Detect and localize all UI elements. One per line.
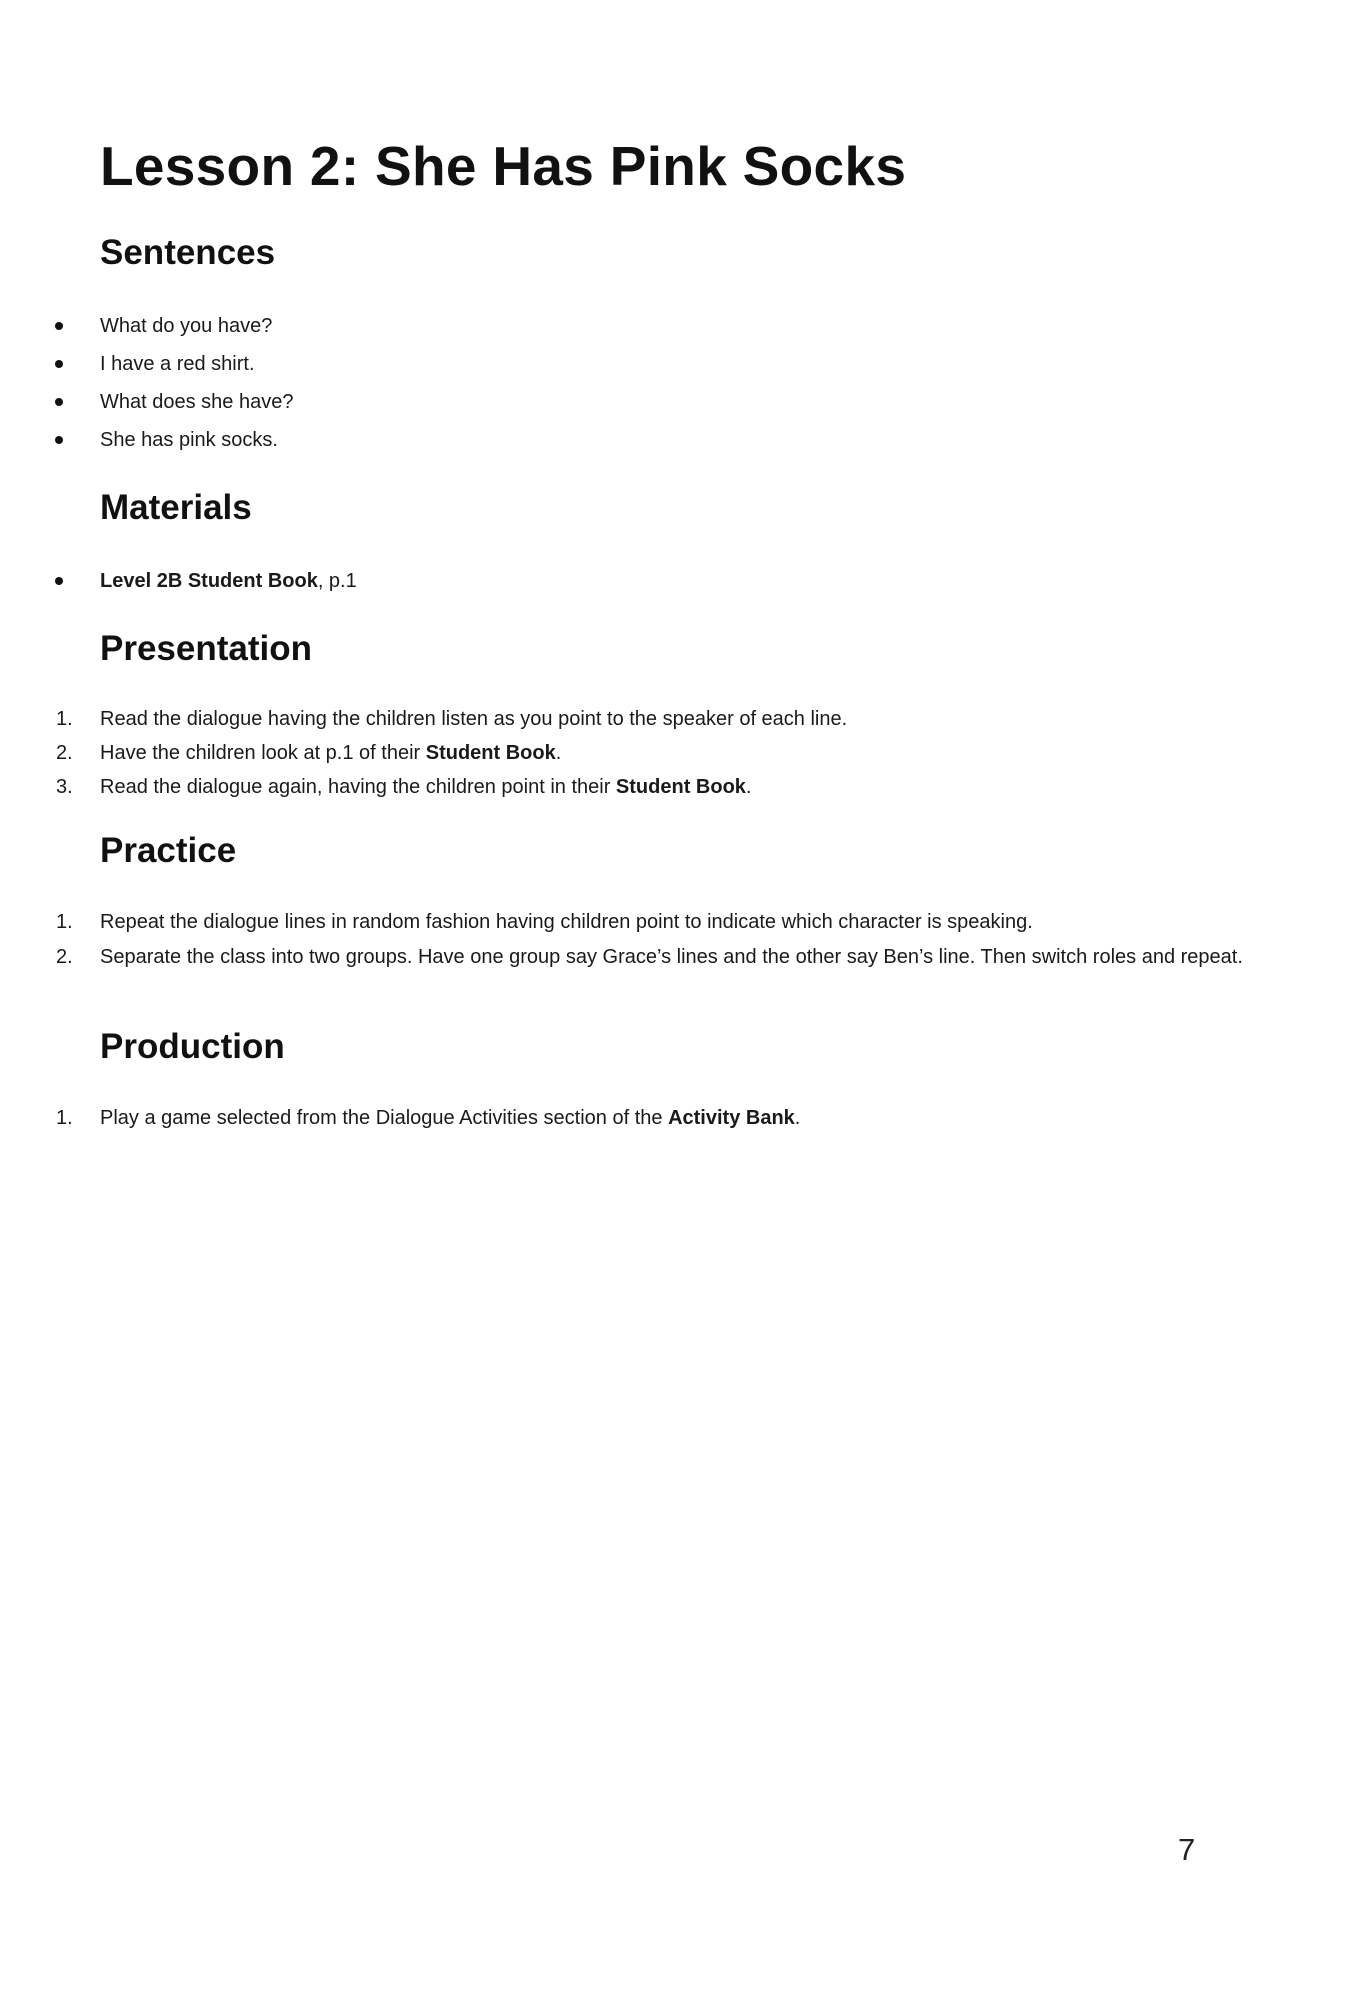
production-list — [0, 1105, 1260, 1131]
material-page: , p.1 — [317, 570, 357, 592]
list-item — [0, 909, 1260, 935]
list-item — [0, 313, 1260, 339]
sentences-list — [0, 313, 1260, 453]
sentence-text: She has pink socks. — [100, 429, 278, 451]
bullet-icon — [55, 398, 63, 406]
list-item — [0, 774, 1260, 800]
list-item — [0, 389, 1260, 415]
practice-list — [0, 909, 1260, 970]
step-text-end: . — [745, 776, 752, 798]
list-item — [0, 944, 1260, 970]
step-bold-text: Student Book — [425, 742, 556, 764]
step-text-end: . — [555, 742, 562, 764]
bullet-icon — [55, 577, 63, 585]
step-text: Read the dialogue having the children listen as you point to the speaker of each line. — [100, 708, 848, 730]
list-item — [0, 568, 1260, 594]
sentence-text: What does she have? — [100, 391, 294, 413]
step-text: Play a game selected from the Dialogue Activities section of the — [100, 1107, 669, 1129]
list-item — [0, 351, 1260, 377]
list-item — [0, 1105, 1260, 1131]
production-heading: Production — [100, 1027, 285, 1066]
sentence-text: What do you have? — [100, 315, 273, 337]
presentation-list — [0, 706, 1260, 800]
list-number: 1. — [56, 1107, 73, 1129]
step-text-end: . — [794, 1107, 801, 1129]
step-bold-text: Student Book — [615, 776, 746, 798]
practice-heading: Practice — [100, 831, 237, 870]
step-text: Separate the class into two groups. Have one group say Grace’s lines and the other say Ben’s line. Then switch roles and repeat. — [100, 946, 1243, 968]
sentences-heading: Sentences — [100, 233, 276, 272]
list-item — [0, 427, 1260, 453]
bullet-icon — [55, 360, 63, 368]
step-text: Repeat the dialogue lines in random fashion having children point to indicate which character is speaking. — [100, 911, 1033, 933]
list-number: 1. — [56, 708, 73, 730]
page-number: 7 — [1178, 1832, 1196, 1867]
list-item — [0, 706, 1260, 732]
step-bold-text: Activity Bank — [668, 1107, 795, 1129]
bullet-icon — [55, 322, 63, 330]
material-title: Level 2B Student Book — [100, 570, 318, 592]
materials-list — [0, 568, 1260, 594]
presentation-heading: Presentation — [100, 629, 312, 668]
sentence-text: I have a red shirt. — [100, 353, 255, 375]
materials-heading: Materials — [100, 488, 252, 527]
lesson-title: Lesson 2: She Has Pink Socks — [100, 135, 907, 197]
list-number: 3. — [56, 776, 73, 798]
list-number: 1. — [56, 911, 73, 933]
step-text: Have the children look at p.1 of their — [100, 742, 426, 764]
list-number: 2. — [56, 742, 73, 764]
list-number: 2. — [56, 946, 73, 968]
bullet-icon — [55, 436, 63, 444]
list-item — [0, 740, 1260, 766]
step-text: Read the dialogue again, having the children point in their — [100, 776, 616, 798]
